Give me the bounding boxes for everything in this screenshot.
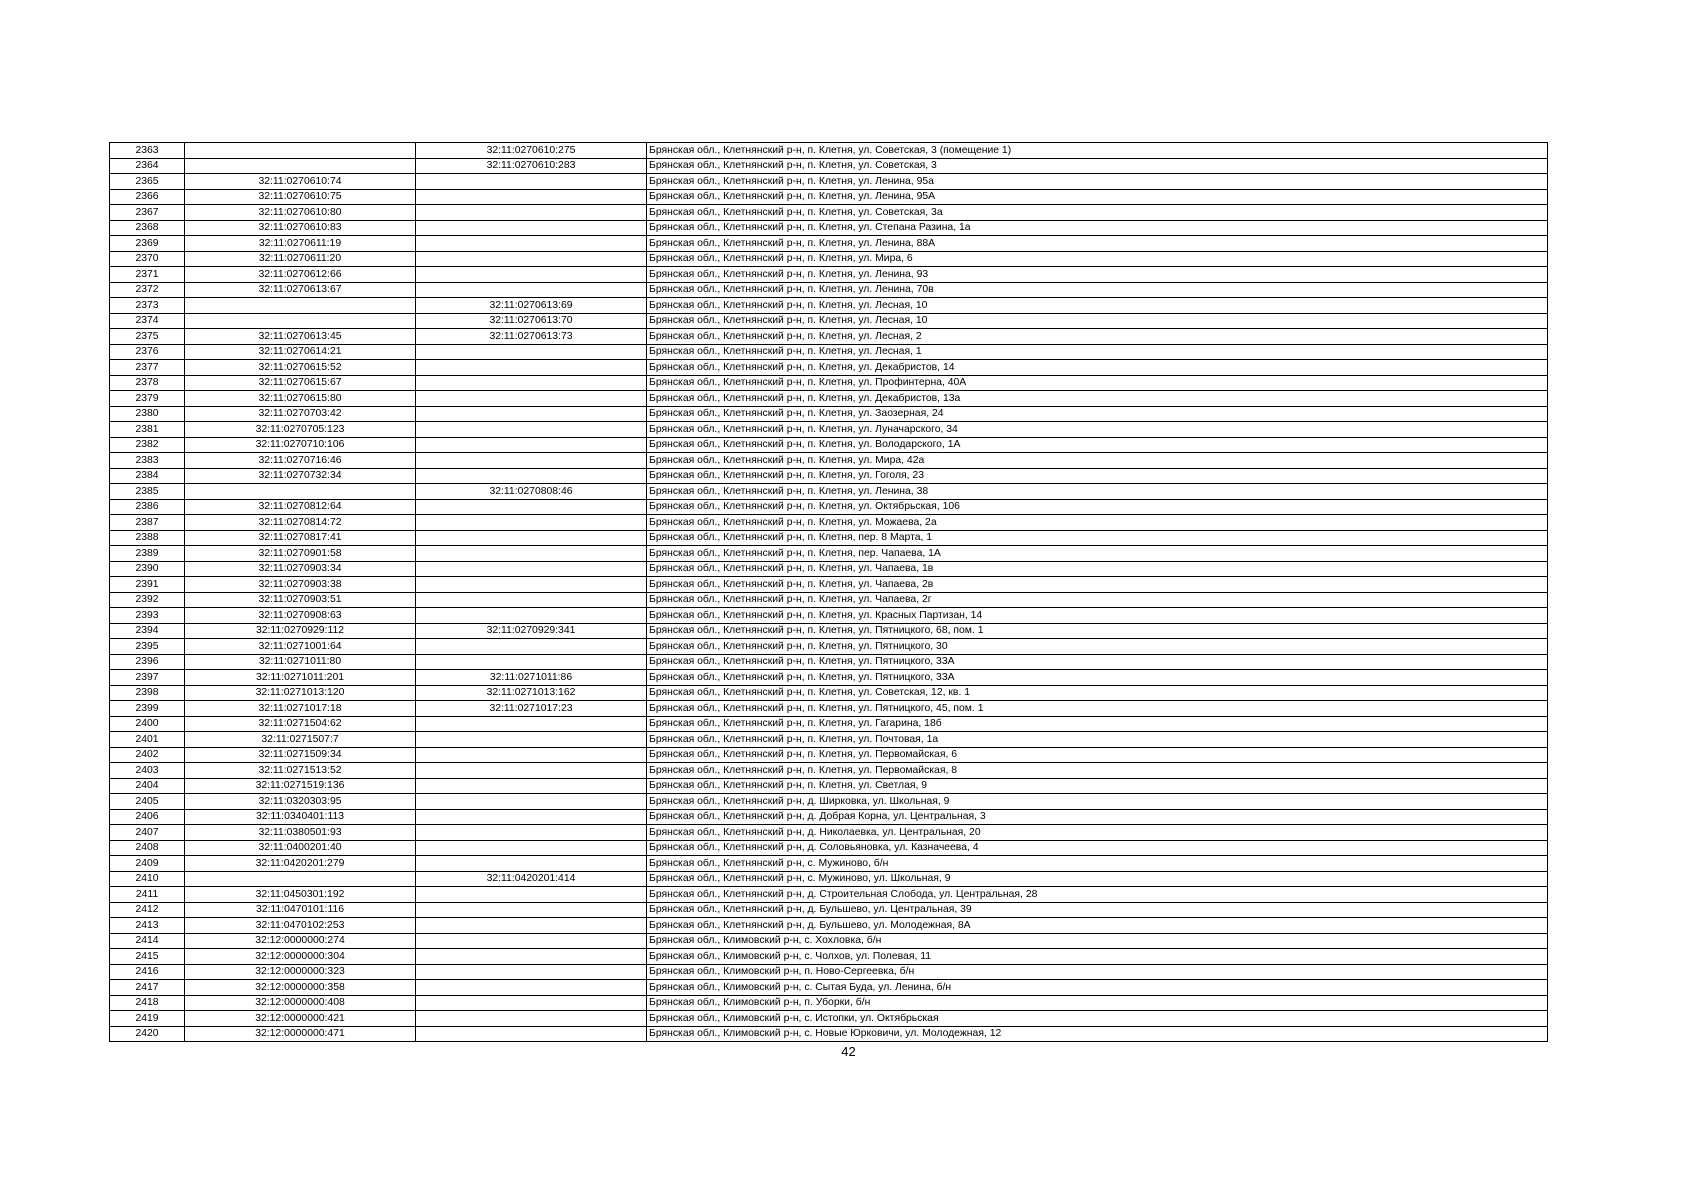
- row-number-cell: 2405: [110, 794, 185, 810]
- cadastral-number-building-cell: [416, 468, 647, 484]
- cadastral-number-land-cell: 32:12:0000000:304: [185, 949, 416, 965]
- cadastral-number-building-cell: [416, 220, 647, 236]
- cadastral-number-building-cell: 32:11:0270613:73: [416, 329, 647, 345]
- cadastral-number-land-cell: 32:11:0270732:34: [185, 468, 416, 484]
- table-row: [110, 329, 1548, 345]
- cadastral-number-land-cell: 32:11:0420201:279: [185, 856, 416, 872]
- address-cell: Брянская обл., Клетнянский р-н, с. Мужиново, б/н: [647, 856, 1548, 872]
- row-number-cell: 2383: [110, 453, 185, 469]
- cadastral-number-land-cell: 32:11:0270615:67: [185, 375, 416, 391]
- row-number-cell: 2406: [110, 809, 185, 825]
- address-cell: Брянская обл., Клетнянский р-н, п. Клетня, ул. Лесная, 1: [647, 344, 1548, 360]
- row-number-cell: 2412: [110, 902, 185, 918]
- table-row: [110, 515, 1548, 531]
- table-row: [110, 205, 1548, 221]
- row-number-cell: 2386: [110, 499, 185, 515]
- cadastral-number-building-cell: [416, 189, 647, 205]
- address-cell: Брянская обл., Клетнянский р-н, п. Клетня, ул. Октябрьская, 106: [647, 499, 1548, 515]
- table-row: [110, 732, 1548, 748]
- cadastral-number-building-cell: [416, 592, 647, 608]
- address-cell: Брянская обл., Клетнянский р-н, п. Клетня, ул. Советская, 3а: [647, 205, 1548, 221]
- row-number-cell: 2378: [110, 375, 185, 391]
- address-cell: Брянская обл., Клетнянский р-н, п. Клетня, ул. Ленина, 95А: [647, 189, 1548, 205]
- row-number-cell: 2364: [110, 158, 185, 174]
- table-row: [110, 174, 1548, 190]
- table-row: [110, 484, 1548, 500]
- cadastral-number-land-cell: 32:11:0270615:80: [185, 391, 416, 407]
- cadastral-number-land-cell: 32:11:0271011:201: [185, 670, 416, 686]
- table-row: [110, 1026, 1548, 1042]
- cadastral-number-land-cell: 32:12:0000000:323: [185, 964, 416, 980]
- row-number-cell: 2420: [110, 1026, 185, 1042]
- cadastral-number-land-cell: 32:12:0000000:408: [185, 995, 416, 1011]
- table-row: [110, 282, 1548, 298]
- address-cell: Брянская обл., Клетнянский р-н, д. Добрая Корна, ул. Центральная, 3: [647, 809, 1548, 825]
- cadastral-number-land-cell: 32:11:0270613:45: [185, 329, 416, 345]
- address-cell: Брянская обл., Климовский р-н, с. Сытая Буда, ул. Ленина, б/н: [647, 980, 1548, 996]
- cadastral-number-land-cell: [185, 484, 416, 500]
- table-row: [110, 143, 1548, 159]
- table-row: [110, 608, 1548, 624]
- address-cell: Брянская обл., Клетнянский р-н, п. Клетня, ул. Пятницкого, 30: [647, 639, 1548, 655]
- cadastral-number-land-cell: 32:11:0270812:64: [185, 499, 416, 515]
- address-cell: Брянская обл., Клетнянский р-н, п. Клетня, ул. Ленина, 93: [647, 267, 1548, 283]
- cadastral-number-land-cell: 32:11:0271001:64: [185, 639, 416, 655]
- cadastral-number-building-cell: [416, 406, 647, 422]
- cadastral-number-land-cell: 32:11:0270903:38: [185, 577, 416, 593]
- table-row: [110, 251, 1548, 267]
- row-number-cell: 2397: [110, 670, 185, 686]
- address-cell: Брянская обл., Климовский р-н, с. Новые Юрковичи, ул. Молодежная, 12: [647, 1026, 1548, 1042]
- address-cell: Брянская обл., Клетнянский р-н, п. Клетня, ул. Ленина, 38: [647, 484, 1548, 500]
- cadastral-number-building-cell: [416, 763, 647, 779]
- cadastral-number-land-cell: 32:11:0270903:34: [185, 561, 416, 577]
- row-number-cell: 2377: [110, 360, 185, 376]
- row-number-cell: 2385: [110, 484, 185, 500]
- address-cell: Брянская обл., Клетнянский р-н, п. Клетня, ул. Лесная, 10: [647, 298, 1548, 314]
- address-cell: Брянская обл., Клетнянский р-н, д. Строительная Слобода, ул. Центральная, 28: [647, 887, 1548, 903]
- table-row: [110, 763, 1548, 779]
- table-row: [110, 468, 1548, 484]
- table-row: [110, 980, 1548, 996]
- row-number-cell: 2413: [110, 918, 185, 934]
- row-number-cell: 2396: [110, 654, 185, 670]
- cadastral-number-land-cell: [185, 158, 416, 174]
- cadastral-number-land-cell: 32:11:0270614:21: [185, 344, 416, 360]
- cadastral-number-land-cell: 32:11:0271507:7: [185, 732, 416, 748]
- address-cell: Брянская обл., Климовский р-н, с. Истопки, ул. Октябрьская: [647, 1011, 1548, 1027]
- table-row: [110, 685, 1548, 701]
- cadastral-number-land-cell: 32:11:0470102:253: [185, 918, 416, 934]
- table-row: [110, 840, 1548, 856]
- row-number-cell: 2419: [110, 1011, 185, 1027]
- cadastral-number-building-cell: [416, 747, 647, 763]
- table-row: [110, 499, 1548, 515]
- row-number-cell: 2374: [110, 313, 185, 329]
- address-cell: Брянская обл., Климовский р-н, с. Хохловка, б/н: [647, 933, 1548, 949]
- cadastral-number-building-cell: [416, 778, 647, 794]
- row-number-cell: 2402: [110, 747, 185, 763]
- table-row: [110, 964, 1548, 980]
- address-cell: Брянская обл., Клетнянский р-н, п. Клетня, ул. Ленина, 95а: [647, 174, 1548, 190]
- row-number-cell: 2410: [110, 871, 185, 887]
- cadastral-number-land-cell: 32:11:0270611:20: [185, 251, 416, 267]
- cadastral-number-land-cell: 32:11:0270610:74: [185, 174, 416, 190]
- address-cell: Брянская обл., Клетнянский р-н, п. Клетня, ул. Лесная, 10: [647, 313, 1548, 329]
- table-row: [110, 623, 1548, 639]
- row-number-cell: 2392: [110, 592, 185, 608]
- cadastral-number-building-cell: [416, 856, 647, 872]
- address-cell: Брянская обл., Клетнянский р-н, п. Клетня, пер. 8 Марта, 1: [647, 530, 1548, 546]
- table-row: [110, 902, 1548, 918]
- table-row: [110, 158, 1548, 174]
- cadastral-number-building-cell: [416, 995, 647, 1011]
- cadastral-number-land-cell: 32:11:0450301:192: [185, 887, 416, 903]
- table-row: [110, 437, 1548, 453]
- address-cell: Брянская обл., Клетнянский р-н, п. Клетня, ул. Светлая, 9: [647, 778, 1548, 794]
- address-cell: Брянская обл., Клетнянский р-н, п. Клетня, ул. Пятницкого, 33А: [647, 654, 1548, 670]
- table-row: [110, 716, 1548, 732]
- cadastral-number-building-cell: [416, 205, 647, 221]
- table-row: [110, 406, 1548, 422]
- address-cell: Брянская обл., Клетнянский р-н, п. Клетня, ул. Пятницкого, 33А: [647, 670, 1548, 686]
- row-number-cell: 2387: [110, 515, 185, 531]
- cadastral-number-building-cell: 32:11:0270613:70: [416, 313, 647, 329]
- row-number-cell: 2379: [110, 391, 185, 407]
- table-row: [110, 794, 1548, 810]
- address-cell: Брянская обл., Клетнянский р-н, п. Клетня, пер. Чапаева, 1А: [647, 546, 1548, 562]
- cadastral-number-building-cell: [416, 515, 647, 531]
- table-row: [110, 1011, 1548, 1027]
- cadastral-number-building-cell: [416, 654, 647, 670]
- address-cell: Брянская обл., Клетнянский р-н, с. Мужиново, ул. Школьная, 9: [647, 871, 1548, 887]
- cadastral-number-building-cell: [416, 267, 647, 283]
- row-number-cell: 2399: [110, 701, 185, 717]
- row-number-cell: 2401: [110, 732, 185, 748]
- cadastral-number-building-cell: [416, 530, 647, 546]
- cadastral-number-land-cell: 32:12:0000000:274: [185, 933, 416, 949]
- cadastral-number-building-cell: [416, 453, 647, 469]
- address-cell: Брянская обл., Клетнянский р-н, д. Бульшево, ул. Молодежная, 8А: [647, 918, 1548, 934]
- cadastral-number-building-cell: [416, 282, 647, 298]
- cadastral-number-land-cell: 32:11:0270610:83: [185, 220, 416, 236]
- table-row: [110, 360, 1548, 376]
- cadastral-number-building-cell: [416, 809, 647, 825]
- cadastral-number-land-cell: 32:11:0270901:58: [185, 546, 416, 562]
- row-number-cell: 2407: [110, 825, 185, 841]
- address-cell: Брянская обл., Клетнянский р-н, д. Николаевка, ул. Центральная, 20: [647, 825, 1548, 841]
- table-row: [110, 887, 1548, 903]
- property-register-table: [109, 142, 1548, 1042]
- address-cell: Брянская обл., Клетнянский р-н, п. Клетня, ул. Луначарского, 34: [647, 422, 1548, 438]
- address-cell: Брянская обл., Клетнянский р-н, п. Клетня, ул. Мира, 42а: [647, 453, 1548, 469]
- address-cell: Брянская обл., Клетнянский р-н, п. Клетня, ул. Почтовая, 1а: [647, 732, 1548, 748]
- row-number-cell: 2382: [110, 437, 185, 453]
- row-number-cell: 2381: [110, 422, 185, 438]
- table-row: [110, 453, 1548, 469]
- row-number-cell: 2398: [110, 685, 185, 701]
- row-number-cell: 2417: [110, 980, 185, 996]
- row-number-cell: 2403: [110, 763, 185, 779]
- cadastral-number-building-cell: [416, 980, 647, 996]
- cadastral-number-land-cell: 32:11:0270716:46: [185, 453, 416, 469]
- address-cell: Брянская обл., Клетнянский р-н, п. Клетня, ул. Красных Партизан, 14: [647, 608, 1548, 624]
- address-cell: Брянская обл., Клетнянский р-н, п. Клетня, ул. Первомайская, 8: [647, 763, 1548, 779]
- cadastral-number-land-cell: 32:11:0270705:123: [185, 422, 416, 438]
- cadastral-number-building-cell: 32:11:0420201:414: [416, 871, 647, 887]
- cadastral-number-building-cell: [416, 499, 647, 515]
- table-row: [110, 236, 1548, 252]
- row-number-cell: 2388: [110, 530, 185, 546]
- address-cell: Брянская обл., Клетнянский р-н, п. Клетня, ул. Володарского, 1А: [647, 437, 1548, 453]
- cadastral-number-building-cell: [416, 391, 647, 407]
- address-cell: Брянская обл., Клетнянский р-н, п. Клетня, ул. Ленина, 88А: [647, 236, 1548, 252]
- cadastral-number-building-cell: 32:11:0270808:46: [416, 484, 647, 500]
- table-row: [110, 189, 1548, 205]
- table-row: [110, 654, 1548, 670]
- cadastral-number-building-cell: [416, 794, 647, 810]
- cadastral-number-land-cell: 32:11:0271011:80: [185, 654, 416, 670]
- row-number-cell: 2411: [110, 887, 185, 903]
- cadastral-number-building-cell: 32:11:0270929:341: [416, 623, 647, 639]
- cadastral-number-land-cell: 32:11:0340401:113: [185, 809, 416, 825]
- cadastral-number-building-cell: [416, 1026, 647, 1042]
- cadastral-number-land-cell: 32:11:0270612:66: [185, 267, 416, 283]
- table-row: [110, 313, 1548, 329]
- address-cell: Брянская обл., Клетнянский р-н, п. Клетня, ул. Гоголя, 23: [647, 468, 1548, 484]
- cadastral-number-building-cell: [416, 375, 647, 391]
- cadastral-number-building-cell: [416, 251, 647, 267]
- cadastral-number-building-cell: 32:11:0270613:69: [416, 298, 647, 314]
- cadastral-number-building-cell: [416, 608, 647, 624]
- row-number-cell: 2380: [110, 406, 185, 422]
- cadastral-number-land-cell: 32:11:0271509:34: [185, 747, 416, 763]
- row-number-cell: 2409: [110, 856, 185, 872]
- row-number-cell: 2368: [110, 220, 185, 236]
- cadastral-number-land-cell: 32:12:0000000:421: [185, 1011, 416, 1027]
- cadastral-number-land-cell: 32:11:0270908:63: [185, 608, 416, 624]
- table-row: [110, 670, 1548, 686]
- table-row: [110, 577, 1548, 593]
- table-row: [110, 530, 1548, 546]
- cadastral-number-building-cell: [416, 716, 647, 732]
- row-number-cell: 2393: [110, 608, 185, 624]
- cadastral-number-building-cell: [416, 887, 647, 903]
- row-number-cell: 2375: [110, 329, 185, 345]
- table-row: [110, 561, 1548, 577]
- table-row: [110, 592, 1548, 608]
- table-row: [110, 933, 1548, 949]
- cadastral-number-land-cell: 32:11:0270613:67: [185, 282, 416, 298]
- row-number-cell: 2390: [110, 561, 185, 577]
- table-row: [110, 267, 1548, 283]
- row-number-cell: 2391: [110, 577, 185, 593]
- cadastral-number-land-cell: [185, 313, 416, 329]
- cadastral-number-building-cell: [416, 933, 647, 949]
- cadastral-number-building-cell: [416, 577, 647, 593]
- cadastral-number-land-cell: 32:11:0270929:112: [185, 623, 416, 639]
- table-row: [110, 422, 1548, 438]
- cadastral-number-building-cell: [416, 236, 647, 252]
- cadastral-number-building-cell: [416, 732, 647, 748]
- cadastral-number-land-cell: 32:11:0380501:93: [185, 825, 416, 841]
- cadastral-number-land-cell: 32:11:0270710:106: [185, 437, 416, 453]
- row-number-cell: 2414: [110, 933, 185, 949]
- row-number-cell: 2363: [110, 143, 185, 159]
- address-cell: Брянская обл., Клетнянский р-н, п. Клетня, ул. Лесная, 2: [647, 329, 1548, 345]
- cadastral-number-land-cell: 32:11:0270903:51: [185, 592, 416, 608]
- table-row: [110, 949, 1548, 965]
- cadastral-number-building-cell: 32:11:0271013:162: [416, 685, 647, 701]
- cadastral-number-building-cell: [416, 344, 647, 360]
- cadastral-number-land-cell: 32:11:0271513:52: [185, 763, 416, 779]
- table-body: [110, 143, 1548, 1042]
- address-cell: Брянская обл., Клетнянский р-н, п. Клетня, ул. Чапаева, 2г: [647, 592, 1548, 608]
- table-row: [110, 747, 1548, 763]
- row-number-cell: 2394: [110, 623, 185, 639]
- row-number-cell: 2370: [110, 251, 185, 267]
- cadastral-number-building-cell: [416, 840, 647, 856]
- table-row: [110, 344, 1548, 360]
- address-cell: Брянская обл., Клетнянский р-н, п. Клетня, ул. Мира, 6: [647, 251, 1548, 267]
- table-row: [110, 391, 1548, 407]
- cadastral-number-building-cell: 32:11:0271011:86: [416, 670, 647, 686]
- address-cell: Брянская обл., Клетнянский р-н, п. Клетня, ул. Гагарина, 18б: [647, 716, 1548, 732]
- cadastral-number-land-cell: 32:11:0270817:41: [185, 530, 416, 546]
- table-row: [110, 825, 1548, 841]
- address-cell: Брянская обл., Клетнянский р-н, п. Клетня, ул. Чапаева, 2в: [647, 577, 1548, 593]
- cadastral-number-land-cell: [185, 298, 416, 314]
- address-cell: Брянская обл., Клетнянский р-н, п. Клетня, ул. Пятницкого, 45, пом. 1: [647, 701, 1548, 717]
- cadastral-number-building-cell: [416, 964, 647, 980]
- row-number-cell: 2367: [110, 205, 185, 221]
- cadastral-number-building-cell: 32:11:0270610:275: [416, 143, 647, 159]
- row-number-cell: 2366: [110, 189, 185, 205]
- cadastral-number-land-cell: 32:11:0270610:80: [185, 205, 416, 221]
- cadastral-number-land-cell: 32:11:0320303:95: [185, 794, 416, 810]
- table-row: [110, 778, 1548, 794]
- cadastral-number-land-cell: 32:11:0270703:42: [185, 406, 416, 422]
- row-number-cell: 2415: [110, 949, 185, 965]
- address-cell: Брянская обл., Клетнянский р-н, п. Клетня, ул. Профинтерна, 40А: [647, 375, 1548, 391]
- cadastral-number-building-cell: [416, 918, 647, 934]
- address-cell: Брянская обл., Клетнянский р-н, п. Клетня, ул. Декабристов, 14: [647, 360, 1548, 376]
- cadastral-number-building-cell: [416, 902, 647, 918]
- address-cell: Брянская обл., Клетнянский р-н, п. Клетня, ул. Заозерная, 24: [647, 406, 1548, 422]
- address-cell: Брянская обл., Климовский р-н, п. Уборки, б/н: [647, 995, 1548, 1011]
- cadastral-number-building-cell: 32:11:0270610:283: [416, 158, 647, 174]
- cadastral-number-building-cell: [416, 1011, 647, 1027]
- cadastral-number-land-cell: 32:11:0470101:116: [185, 902, 416, 918]
- row-number-cell: 2418: [110, 995, 185, 1011]
- cadastral-number-land-cell: 32:11:0271017:18: [185, 701, 416, 717]
- row-number-cell: 2416: [110, 964, 185, 980]
- cadastral-number-land-cell: 32:12:0000000:358: [185, 980, 416, 996]
- cadastral-number-building-cell: [416, 561, 647, 577]
- address-cell: Брянская обл., Клетнянский р-н, д. Ширковка, ул. Школьная, 9: [647, 794, 1548, 810]
- table-row: [110, 918, 1548, 934]
- row-number-cell: 2400: [110, 716, 185, 732]
- address-cell: Брянская обл., Климовский р-н, с. Чолхов, ул. Полевая, 11: [647, 949, 1548, 965]
- table-row: [110, 375, 1548, 391]
- row-number-cell: 2373: [110, 298, 185, 314]
- row-number-cell: 2369: [110, 236, 185, 252]
- table-row: [110, 701, 1548, 717]
- cadastral-number-land-cell: 32:11:0400201:40: [185, 840, 416, 856]
- address-cell: Брянская обл., Клетнянский р-н, п. Клетня, ул. Пятницкого, 68, пом. 1: [647, 623, 1548, 639]
- table-row: [110, 871, 1548, 887]
- row-number-cell: 2389: [110, 546, 185, 562]
- row-number-cell: 2384: [110, 468, 185, 484]
- cadastral-number-building-cell: 32:11:0271017:23: [416, 701, 647, 717]
- cadastral-number-building-cell: [416, 437, 647, 453]
- table-row: [110, 546, 1548, 562]
- cadastral-number-building-cell: [416, 422, 647, 438]
- cadastral-number-land-cell: 32:11:0270814:72: [185, 515, 416, 531]
- cadastral-number-building-cell: [416, 360, 647, 376]
- table-row: [110, 809, 1548, 825]
- address-cell: Брянская обл., Клетнянский р-н, п. Клетня, ул. Чапаева, 1в: [647, 561, 1548, 577]
- address-cell: Брянская обл., Клетнянский р-н, п. Клетня, ул. Степана Разина, 1а: [647, 220, 1548, 236]
- row-number-cell: 2408: [110, 840, 185, 856]
- cadastral-number-land-cell: 32:11:0270610:75: [185, 189, 416, 205]
- address-cell: Брянская обл., Климовский р-н, п. Ново-Сергеевка, б/н: [647, 964, 1548, 980]
- table-row: [110, 298, 1548, 314]
- table-row: [110, 639, 1548, 655]
- address-cell: Брянская обл., Клетнянский р-н, п. Клетня, ул. Советская, 12, кв. 1: [647, 685, 1548, 701]
- cadastral-number-building-cell: [416, 825, 647, 841]
- row-number-cell: 2395: [110, 639, 185, 655]
- row-number-cell: 2376: [110, 344, 185, 360]
- cadastral-number-land-cell: 32:12:0000000:471: [185, 1026, 416, 1042]
- address-cell: Брянская обл., Клетнянский р-н, п. Клетня, ул. Ленина, 70в: [647, 282, 1548, 298]
- cadastral-number-land-cell: [185, 143, 416, 159]
- cadastral-number-land-cell: 32:11:0270611:19: [185, 236, 416, 252]
- address-cell: Брянская обл., Клетнянский р-н, д. Бульшево, ул. Центральная, 39: [647, 902, 1548, 918]
- cadastral-number-building-cell: [416, 546, 647, 562]
- address-cell: Брянская обл., Клетнянский р-н, п. Клетня, ул. Советская, 3 (помещение 1): [647, 143, 1548, 159]
- page-number: 42: [841, 1044, 856, 1059]
- row-number-cell: 2365: [110, 174, 185, 190]
- cadastral-number-land-cell: 32:11:0270615:52: [185, 360, 416, 376]
- cadastral-number-building-cell: [416, 949, 647, 965]
- table-row: [110, 856, 1548, 872]
- row-number-cell: 2372: [110, 282, 185, 298]
- table-row: [110, 995, 1548, 1011]
- cadastral-number-building-cell: [416, 639, 647, 655]
- cadastral-number-land-cell: [185, 871, 416, 887]
- address-cell: Брянская обл., Клетнянский р-н, п. Клетня, ул. Декабристов, 13а: [647, 391, 1548, 407]
- row-number-cell: 2371: [110, 267, 185, 283]
- address-cell: Брянская обл., Клетнянский р-н, п. Клетня, ул. Можаева, 2а: [647, 515, 1548, 531]
- row-number-cell: 2404: [110, 778, 185, 794]
- address-cell: Брянская обл., Клетнянский р-н, д. Соловьяновка, ул. Казначеева, 4: [647, 840, 1548, 856]
- address-cell: Брянская обл., Клетнянский р-н, п. Клетня, ул. Советская, 3: [647, 158, 1548, 174]
- table-row: [110, 220, 1548, 236]
- cadastral-number-land-cell: 32:11:0271013:120: [185, 685, 416, 701]
- cadastral-number-building-cell: [416, 174, 647, 190]
- cadastral-number-land-cell: 32:11:0271519:136: [185, 778, 416, 794]
- address-cell: Брянская обл., Клетнянский р-н, п. Клетня, ул. Первомайская, 6: [647, 747, 1548, 763]
- cadastral-number-land-cell: 32:11:0271504:62: [185, 716, 416, 732]
